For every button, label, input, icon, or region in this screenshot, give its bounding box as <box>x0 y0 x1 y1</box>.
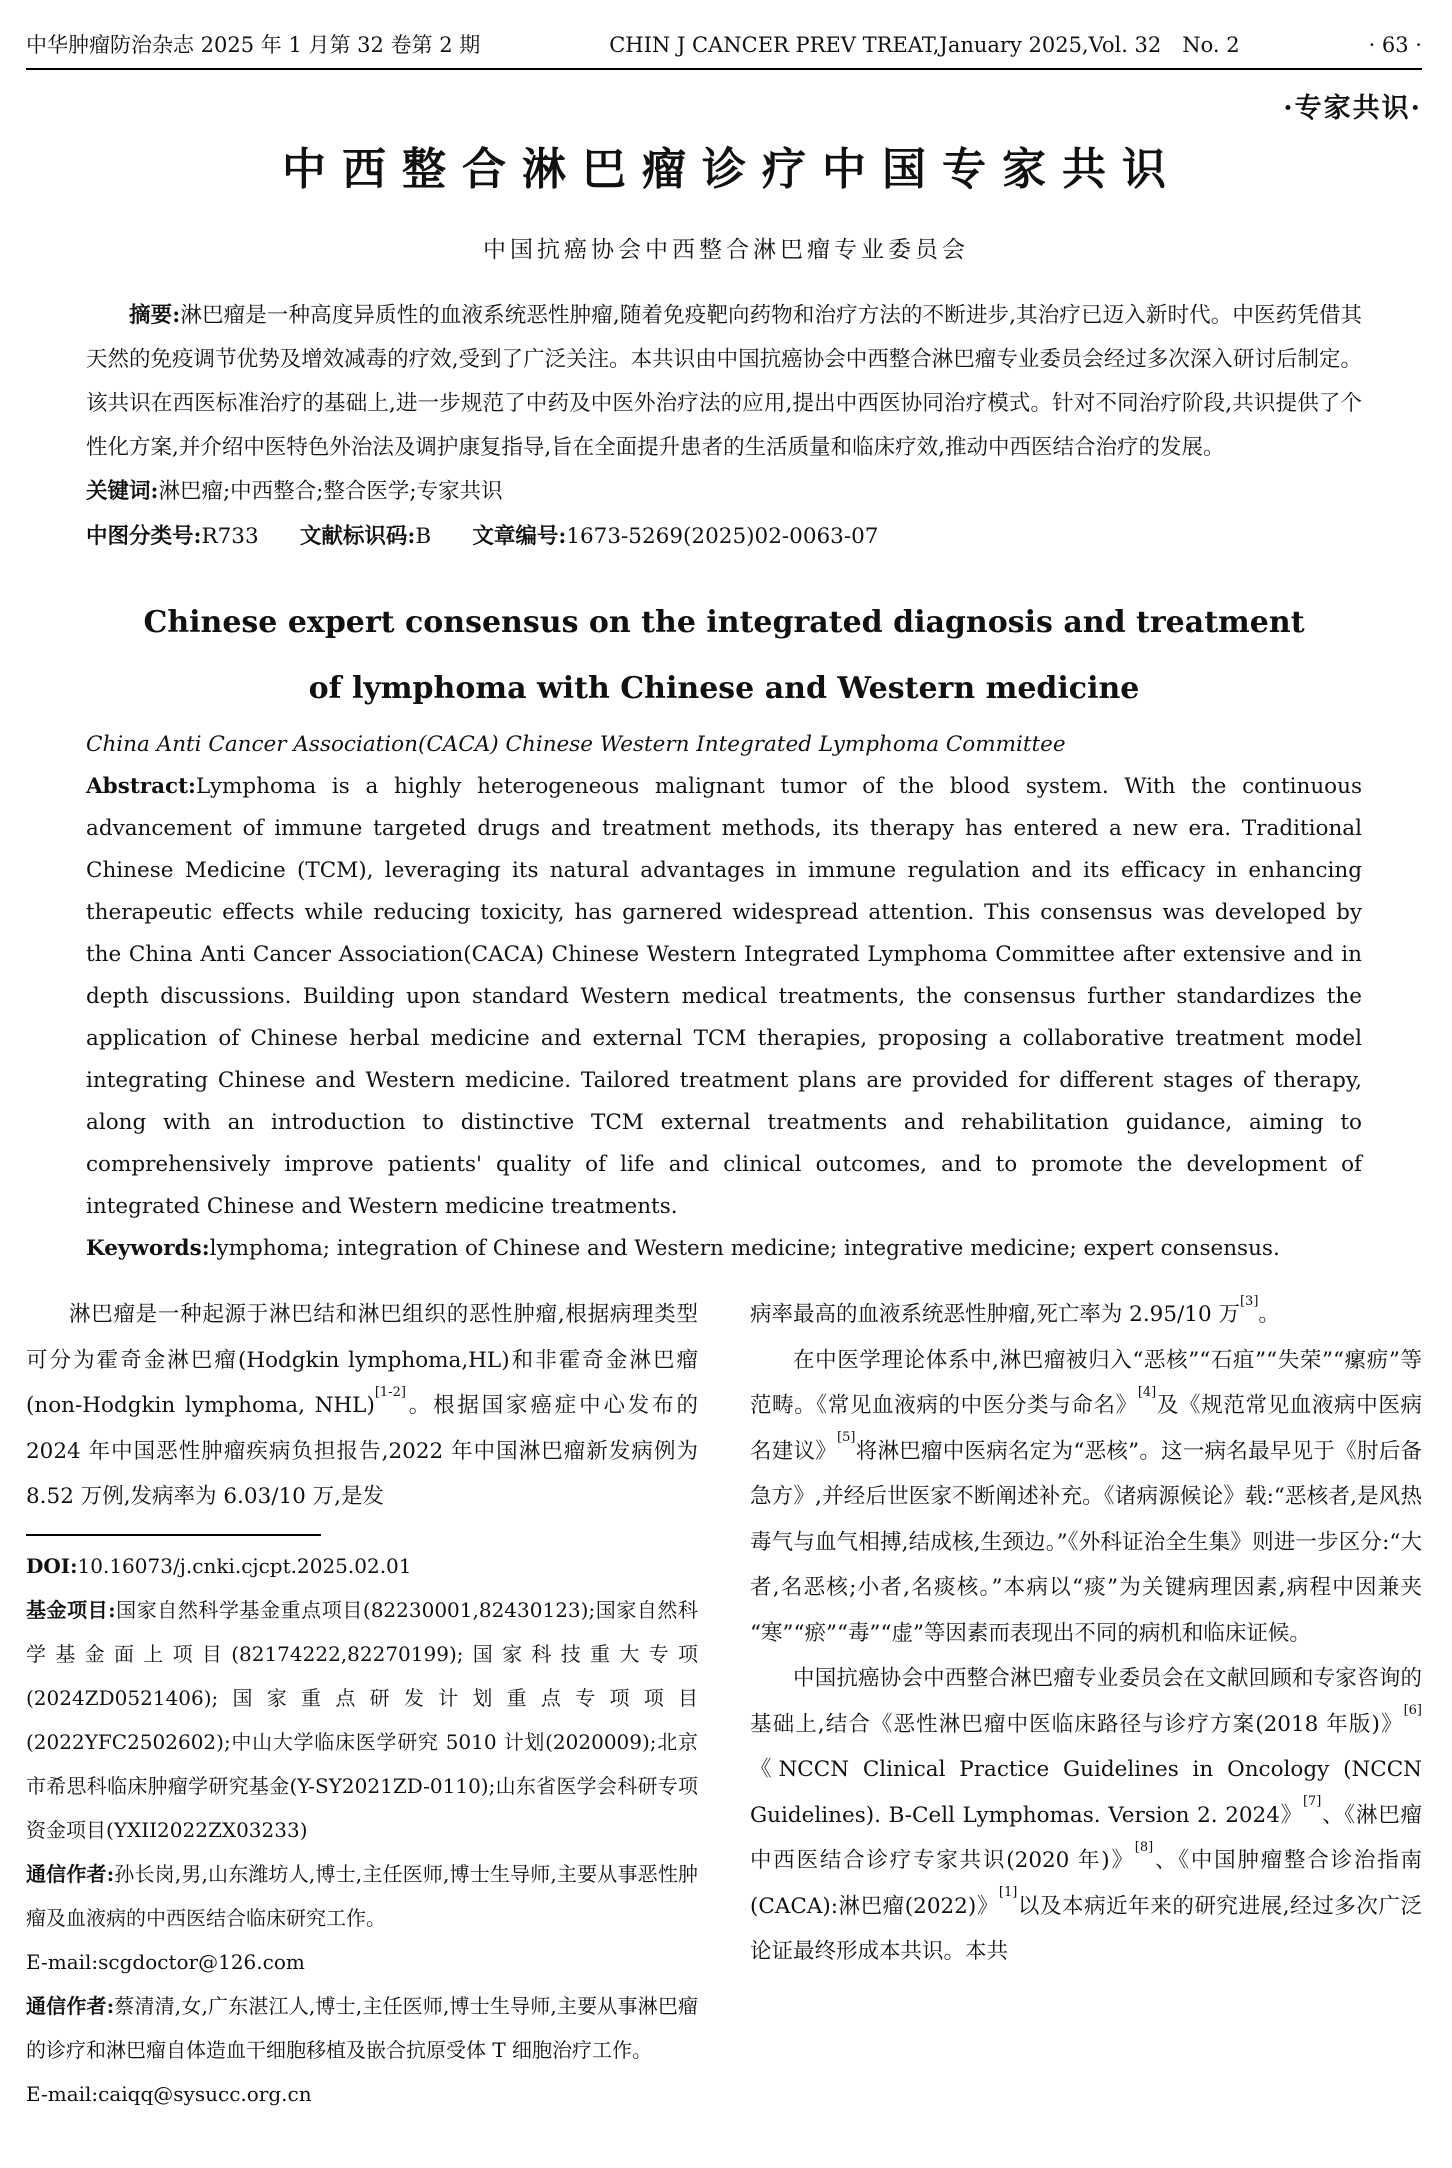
citation-ref: [7] <box>1302 1794 1322 1810</box>
abstract-en-paragraph <box>86 766 1362 1228</box>
footnote-corresponding-author-2 <box>26 1984 698 2072</box>
footnote-rule <box>26 1534 321 1536</box>
body-paragraph: 病率最高的血液系统恶性肿瘤,死亡率为 2.95/10 万[3]。 <box>750 1293 1280 1327</box>
citation-ref: [3] <box>1239 1293 1259 1309</box>
journal-title-en: CHIN J CANCER PREV TREAT,January 2025,Vol. 32 No. 2 <box>609 33 1240 57</box>
page-number: · 63 · <box>1368 33 1422 57</box>
citation-ref: [5] <box>837 1430 856 1446</box>
article-byline-cn: 中国抗癌协会中西整合淋巴瘤专业委员会 <box>483 237 969 263</box>
running-head <box>26 30 1422 70</box>
clc-label: 中图分类号: <box>86 524 202 549</box>
body-column-left <box>26 1292 698 2116</box>
email-label: E-mail: <box>26 2081 99 2106</box>
doi-label: DOI: <box>26 1553 78 1578</box>
body-columns <box>26 1292 1422 2116</box>
abstract-en-label: Abstract: <box>86 774 196 799</box>
body-paragraph: 在中医学理论体系中,淋巴瘤被归入“恶核”“石疽”“失荣”“瘰疬”等范畴。《常见血液病的中医分类与命名》[4]及《规范常见血液病中医病名建议》[5]将淋巴瘤中医病名定为“恶核”。这一病名最早见于《肘后备急方》,并经后世医家不断阐述补充。《诸病源候论》载:“恶核者,是风热毒气与血气相搏,结成核,生颈边。”《外科证治全生集》则进一步区分:“大者,名恶核;小者,名痰核。”本病以“痰”为关键病理因素,病程中因兼夹“寒”“瘀”“毒”“虚”等因素而表现出不同的病机和临床证候。 <box>750 1347 1422 1646</box>
abstract-en <box>86 766 1362 1270</box>
corresponding-author-label: 通信作者: <box>26 1993 115 2018</box>
footnote-funding <box>26 1588 698 1852</box>
front-matter <box>86 294 1362 1270</box>
body-paragraph: 淋巴瘤是一种起源于淋巴结和淋巴组织的恶性肿瘤,根据病理类型可分为霍奇金淋巴瘤(Hodgkin lymphoma,HL)和非霍奇金淋巴瘤(non-Hodgkin lymphoma, NHL)[1-2]。根据国家癌症中心发布的 2024 年中国恶性肿瘤疾病负担报告,2022 年中国淋巴瘤新发病例为 8.52 万例,发病率为 6.03/10 万,是发 <box>26 1302 698 1509</box>
footnote-doi <box>26 1544 698 1588</box>
abstract-cn-text: 淋巴瘤是一种高度异质性的血液系统恶性肿瘤,随着免疫靶向药物和治疗方法的不断进步,其治疗已迈入新时代。中医药凭借其天然的免疫调节优势及增效减毒的疗效,受到了广泛关注。本共识由中国抗癌协会中西整合淋巴瘤专业委员会经过多次深入研讨后制定。该共识在西医标准治疗的基础上,进一步规范了中药及中医外治疗法的应用,提出中西医协同治疗模式。针对不同治疗阶段,共识提供了个性化方案,并介绍中医特色外治法及调护康复指导,旨在全面提升患者的生活质量和临床疗效,推动中西医结合治疗的发展。 <box>86 303 1362 460</box>
article-title-en-line1: Chinese expert consensus on the integrated diagnosis and treatment <box>143 605 1305 640</box>
body-column-right <box>750 1292 1422 2116</box>
funding-text: 国家自然科学基金重点项目(82230001,82430123);国家自然科学基金面上项目(82174222,82270199);国家科技重大专项(2024ZD0521406);国家重点研发计划重点专项项目(2022YFC2502602);中山大学临床医学研究 5010 计划(2020009);北京市希思科临床肿瘤学研究基金(Y-SY2021ZD-0110);山东省医学会科研专项资金项目(YXII2022ZX03233) <box>26 1597 698 1842</box>
article-id <box>472 524 878 549</box>
corresponding-author-text: 蔡清清,女,广东湛江人,博士,主任医师,博士生导师,主要从事淋巴瘤的诊疗和淋巴瘤自体造血干细胞移植及嵌合抗原受体 T 细胞治疗工作。 <box>26 1993 698 2062</box>
doi-value: 10.16073/j.cnki.cjcpt.2025.02.01 <box>77 1553 412 1578</box>
article-title-en-line2: of lymphoma with Chinese and Western medicine <box>308 671 1140 706</box>
footnote-email-1 <box>26 1940 698 1984</box>
meta-line <box>86 514 1362 560</box>
document-code-label: 文献标识码: <box>299 524 416 549</box>
journal-title-cn: 中华肿瘤防治杂志 2025 年 1 月第 32 卷第 2 期 <box>26 33 481 57</box>
citation-ref: [1] <box>998 1885 1018 1901</box>
email-label: E-mail: <box>26 1949 99 1974</box>
article-title-en <box>86 590 1362 722</box>
document-code <box>300 524 431 549</box>
corresponding-author-label: 通信作者: <box>26 1861 115 1886</box>
footnote <box>26 1544 698 2116</box>
keywords-en-text: lymphoma; integration of Chinese and Western medicine; integrative medicine; expert consensus. <box>209 1236 1280 1261</box>
article-id-value: 1673-5269(2025)02-0063-07 <box>566 524 879 549</box>
clc-number <box>86 524 259 549</box>
email-value: scgdoctor@126.com <box>98 1949 305 1974</box>
abstract-en-text: Lymphoma is a highly heterogeneous malignant tumor of the blood system. With the continuous advancement of immune targeted drugs and treatment methods, its therapy has entered a new era. Traditional Chinese Medicine (TCM), leveraging its natural advantages in immune regulation and its efficacy in enhancing therapeutic effects while reducing toxicity, has garnered widespread attention. This consensus was developed by the China Anti Cancer Association(CACA) Chinese Western Integrated Lymphoma Committee after extensive and in depth discussions. Building upon standard Western medical treatments, the consensus further standardizes the application of Chinese herbal medicine and external TCM therapies, proposing a collaborative treatment model integrating Chinese and Western medicine. Tailored treatment plans are provided for different stages of therapy, along with an introduction to distinctive TCM external treatments and rehabilitation guidance, aiming to comprehensively improve patients' quality of life and clinical outcomes, and to promote the development of integrated Chinese and Western medicine treatments. <box>86 774 1362 1219</box>
keywords-cn-label: 关键词: <box>86 479 159 504</box>
keywords-cn <box>86 470 1362 514</box>
body-paragraph: 中国抗癌协会中西整合淋巴瘤专业委员会在文献回顾和专家咨询的基础上,结合《恶性淋巴瘤中医临床路径与诊疗方案(2018 年版)》[6]《NCCN Clinical Practice Guidelines in Oncology (NCCN Guidelines). B-Cell Lymphomas. Version 2. 2024》[7]、《淋巴瘤中西医结合诊疗专家共识(2020 年)》[8]、《中国肿瘤整合诊治指南(CACA):淋巴瘤(2022)》[1]以及本病近年来的研究进展,经过多次广泛论证最终形成本共识。本共 <box>750 1666 1422 1964</box>
abstract-cn <box>86 294 1362 470</box>
citation-ref: [6] <box>1403 1703 1422 1719</box>
section-tag: ·专家共识· <box>1283 93 1422 124</box>
footnote-email-2 <box>26 2072 698 2116</box>
citation-ref: [1-2] <box>374 1384 406 1400</box>
article-title-cn: 中西整合淋巴瘤诊疗中国专家共识 <box>282 144 1182 195</box>
keywords-en-label: Keywords: <box>86 1236 210 1261</box>
keywords-en <box>86 1228 1362 1270</box>
abstract-cn-label: 摘要: <box>129 303 181 328</box>
corresponding-author-text: 孙长岗,男,山东潍坊人,博士,主任医师,博士生导师,主要从事恶性肿瘤及血液病的中西医结合临床研究工作。 <box>26 1861 698 1930</box>
funding-label: 基金项目: <box>26 1597 116 1622</box>
email-value: caiqq@sysucc.org.cn <box>98 2081 312 2106</box>
clc-value: R733 <box>201 524 259 549</box>
keywords-cn-text: 淋巴瘤;中西整合;整合医学;专家共识 <box>158 479 503 504</box>
article-byline-en: China Anti Cancer Association(CACA) Chinese Western Integrated Lymphoma Committee <box>86 732 1066 757</box>
citation-ref: [4] <box>1137 1384 1157 1400</box>
footnote-corresponding-author-1 <box>26 1852 698 1940</box>
article-id-label: 文章编号: <box>472 524 567 549</box>
citation-ref: [8] <box>1134 1839 1154 1855</box>
document-code-value: B <box>415 524 432 549</box>
